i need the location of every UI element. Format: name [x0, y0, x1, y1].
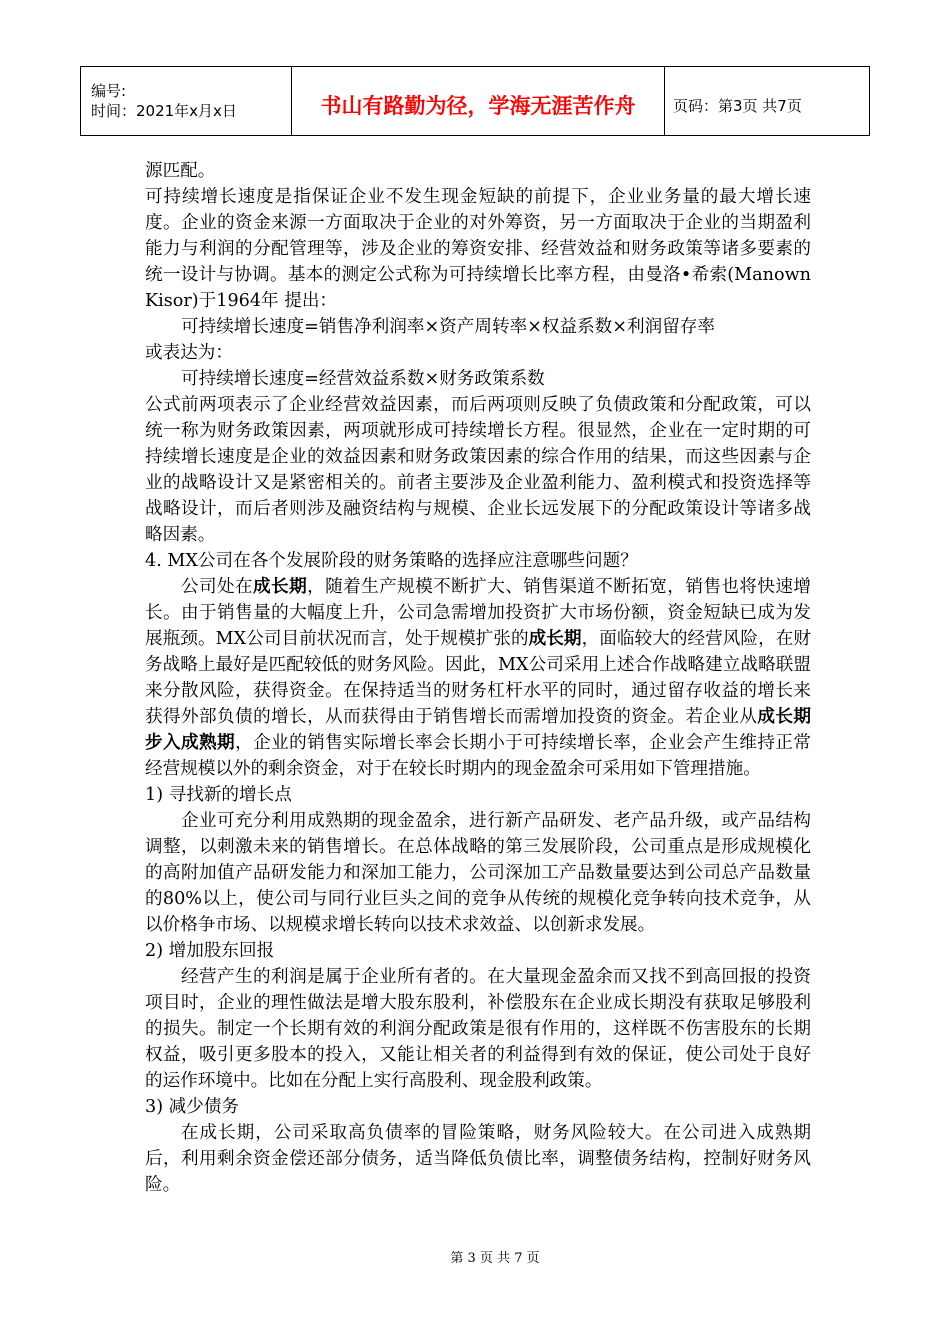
document-date: 时间：2021年x月x日: [91, 102, 237, 120]
paragraph: 公式前两项表示了企业经营效益因素，而后两项则反映了负债政策和分配政策，可以统一称为财务政策因素，两项就形成可持续增长方程。很显然，企业在一定时期的可持续增长速度是企业的效益因素和财务政策因素的综合作用的结果，而这些因素与企业的战略设计又是紧密相关的。前者主要涉及企业盈利能力、盈利模式和投资选择等战略设计，而后者则涉及融资结构与规模、企业长远发展下的分配政策设计等诸多战略因素。: [145, 395, 811, 545]
paragraph: 在成长期，公司采取高负债率的冒险策略，财务风险较大。在公司进入成熟期后，利用剩余资金偿还部分债务，适当降低负债比率，调整债务结构，控制好财务风险。: [145, 1123, 811, 1195]
document-body: [145, 158, 811, 1198]
section-heading: 3) 减少债务: [145, 1097, 240, 1117]
paragraph: [145, 574, 811, 782]
paragraph: 或表达为：: [145, 343, 233, 363]
section-heading: 1) 寻找新的增长点: [145, 785, 292, 805]
bold-term: 成长期: [528, 628, 582, 649]
bold-term: 成长期步入成熟期: [145, 706, 811, 753]
text-run: 公司处在: [181, 577, 254, 597]
formula: 可持续增长速度=经营效益系数×财务政策系数: [181, 369, 545, 389]
bold-term: 成长期: [253, 576, 308, 597]
question-heading: 4. MX公司在各个发展阶段的财务策略的选择应注意哪些问题？: [145, 551, 638, 571]
header-meta: [81, 67, 292, 136]
header-motto: 书山有路勤为径，学海无涯苦作舟: [292, 67, 665, 136]
paragraph: 可持续增长速度是指保证企业不发生现金短缺的前提下，企业业务量的最大增长速度。企业的资金来源一方面取决于企业的对外筹资，另一方面取决于企业的当期盈利能力与利润的分配管理等，涉及企业的筹资安排、经营效益和财务政策等诸多要素的统一设计与协调。基本的测定公式称为可持续增长比率方程，由曼洛•希索(Manown Kisor)于1964年 提出：: [145, 187, 811, 311]
section-heading: 2) 增加股东回报: [145, 941, 275, 961]
text-run: ，随着生产规模不断扩大、销售渠道不断拓宽，销售也将快速增长。由于销售量的大幅度上升，公司急需增加投资扩大市场份额，资金短缺已成为发展瓶颈。MX公司目前状况而言，处于规模扩张的: [145, 577, 811, 649]
paragraph: 源匹配。: [145, 161, 216, 181]
header-page-info: 页码：第3页 共7页: [665, 67, 870, 136]
paragraph: 经营产生的利润是属于企业所有者的。在大量现金盈余而又找不到高回报的投资项目时，企业的理性做法是增大股东股利，补偿股东在企业成长期没有获取足够股利的损失。制定一个长期有效的利润分配政策是很有作用的，这样既不伤害股东的长期权益，吸引更多股本的投入，又能让相关者的利益得到有效的保证，使公司处于良好的运作环境中。比如在分配上实行高股利、现金股利政策。: [145, 967, 811, 1091]
page-header: [80, 66, 870, 136]
paragraph: 企业可充分利用成熟期的现金盈余，进行新产品研发、老产品升级，或产品结构调整，以刺激未来的销售增长。在总体战略的第三发展阶段，公司重点是形成规模化的高附加值产品研发能力和深加工能力，公司深加工产品数量要达到公司总产品数量的80%以上，使公司与同行业巨头之间的竞争从传统的规模化竞争转向技术竞争，从以价格争市场、以规模求增长转向以技术求效益、以创新求发展。: [145, 811, 811, 935]
text-run: ，面临较大的经营风险，在财务战略上最好是匹配较低的财务风险。因此，MX公司采用上述合作战略建立战略联盟来分散风险，获得资金。在保持适当的财务杠杆水平的同时，通过留存收益的增长来获得外部负债的增长，从而获得由于销售增长而需增加投资的资金。若企业从: [145, 629, 811, 727]
document-number-label: 编号:: [91, 82, 127, 100]
page-footer: 第 3 页 共 7 页: [450, 1251, 540, 1266]
text-run: ，企业的销售实际增长率会长期小于可持续增长率，企业会产生维持正常经营规模以外的剩余资金，对于在较长时期内的现金盈余可采用如下管理措施。: [145, 733, 811, 779]
formula: 可持续增长速度=销售净利润率×资产周转率×权益系数×利润留存率: [181, 317, 716, 337]
